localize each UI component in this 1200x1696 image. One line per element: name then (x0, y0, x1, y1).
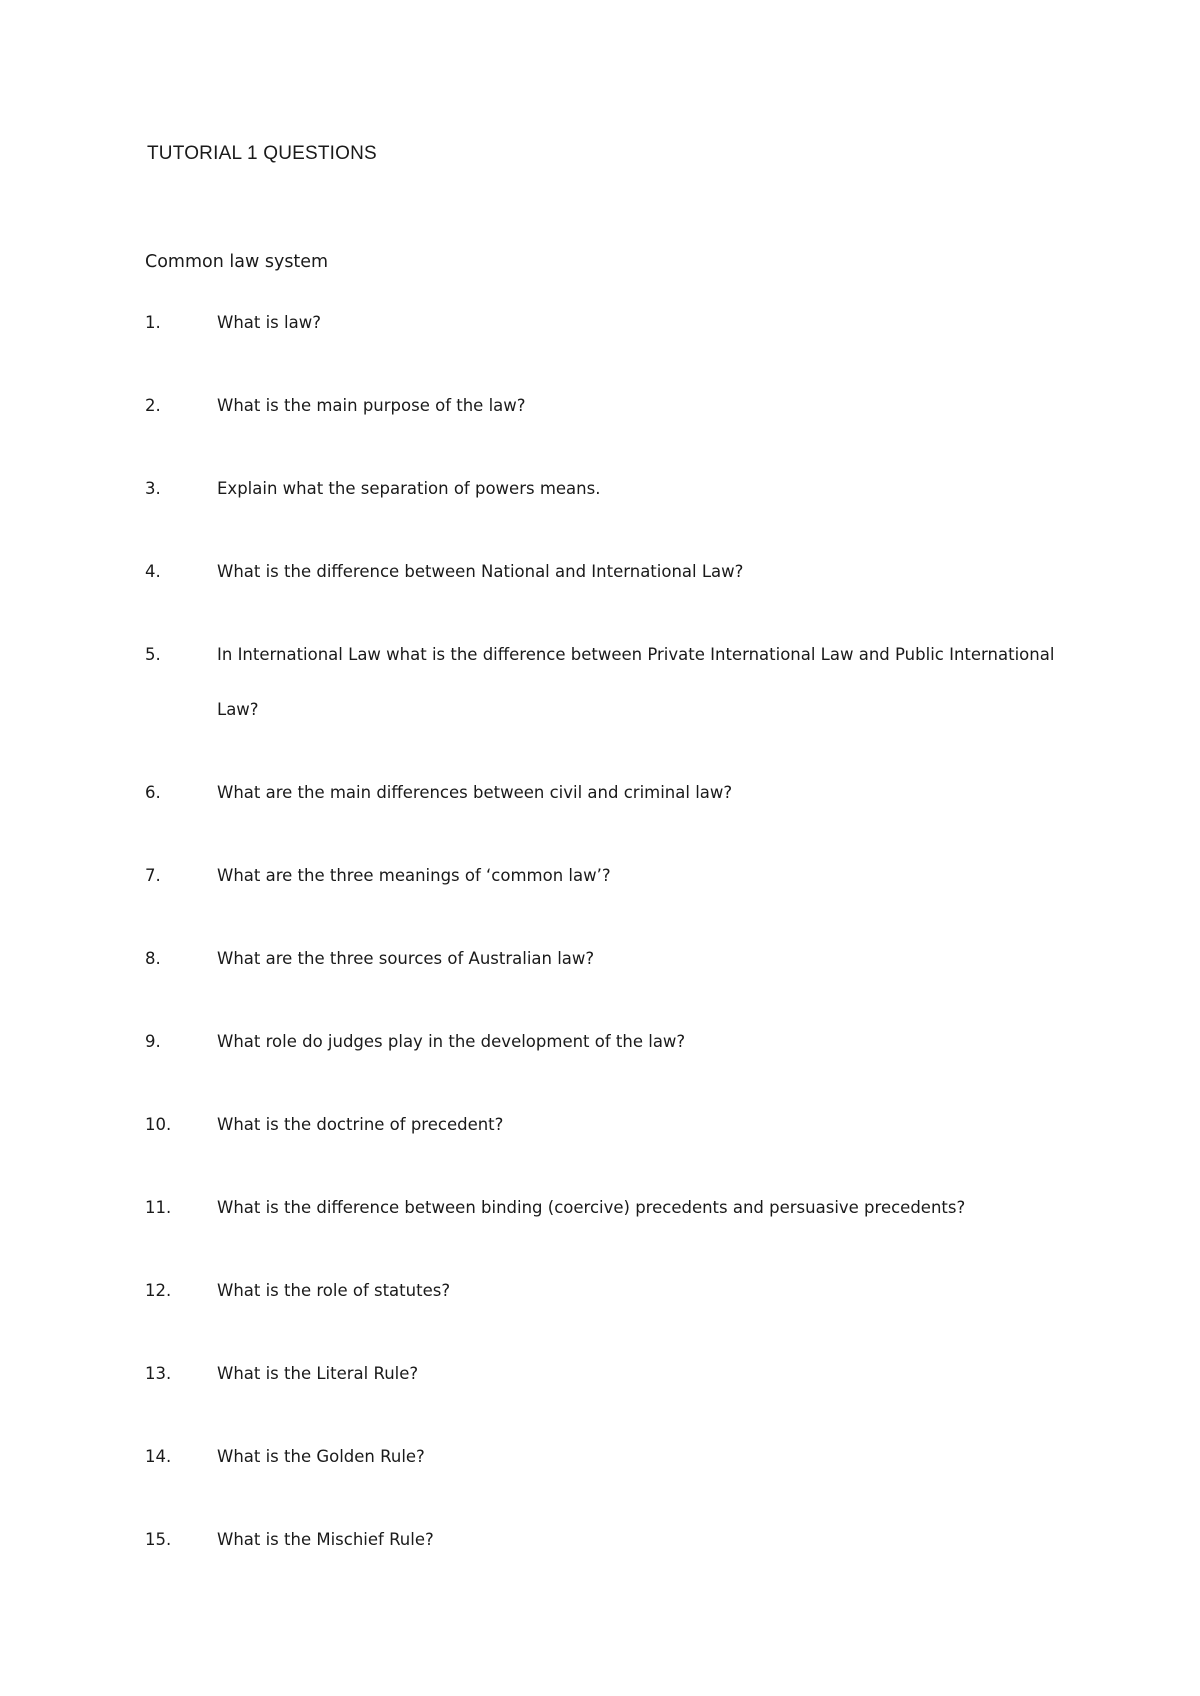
question-item (145, 1447, 1075, 1484)
question-text: What are the three sources of Australian law? (217, 949, 595, 968)
question-number: 3. (145, 479, 161, 498)
question-number: 9. (145, 1032, 161, 1051)
question-text: What is the Golden Rule? (217, 1447, 425, 1466)
question-number: 10. (145, 1115, 172, 1134)
question-item (145, 783, 1075, 820)
question-item (145, 1032, 1075, 1069)
question-number: 5. (145, 645, 161, 664)
question-number: 15. (145, 1530, 172, 1549)
question-item (145, 1198, 1075, 1235)
question-text: What is the doctrine of precedent? (217, 1115, 504, 1134)
question-text: What is the difference between National and International Law? (217, 562, 744, 581)
question-item (145, 645, 1075, 737)
section-heading: Common law system (145, 252, 329, 272)
question-text: What is the Mischief Rule? (217, 1530, 434, 1549)
question-text: What is the difference between binding (coercive) precedents and persuasive precedents? (217, 1198, 966, 1217)
question-number: 13. (145, 1364, 172, 1383)
question-item (145, 396, 1075, 433)
question-text: What are the main differences between civil and criminal law? (217, 783, 733, 802)
question-text: What is the main purpose of the law? (217, 396, 526, 415)
question-item (145, 1530, 1075, 1567)
question-item (145, 1115, 1075, 1152)
question-text: What is the Literal Rule? (217, 1364, 419, 1383)
question-item (145, 562, 1075, 599)
question-number: 2. (145, 396, 161, 415)
question-item (145, 479, 1075, 516)
question-number: 1. (145, 313, 161, 332)
question-number: 14. (145, 1447, 172, 1466)
question-text: What is law? (217, 313, 321, 332)
question-number: 4. (145, 562, 161, 581)
question-number: 12. (145, 1281, 172, 1300)
question-number: 8. (145, 949, 161, 968)
question-item (145, 949, 1075, 986)
question-item (145, 866, 1075, 903)
page-title: TUTORIAL 1 QUESTIONS (147, 143, 377, 164)
question-item (145, 313, 1075, 350)
question-number: 6. (145, 783, 161, 802)
question-text: What role do judges play in the development of the law? (217, 1032, 686, 1051)
question-text: In International Law what is the difference between Private International Law and Public International Law? (217, 645, 1055, 719)
question-text: What is the role of statutes? (217, 1281, 451, 1300)
question-number: 11. (145, 1198, 172, 1217)
question-item (145, 1281, 1075, 1318)
question-item (145, 1364, 1075, 1401)
question-text: Explain what the separation of powers means. (217, 479, 601, 498)
question-text: What are the three meanings of ‘common law’? (217, 866, 611, 885)
question-number: 7. (145, 866, 161, 885)
